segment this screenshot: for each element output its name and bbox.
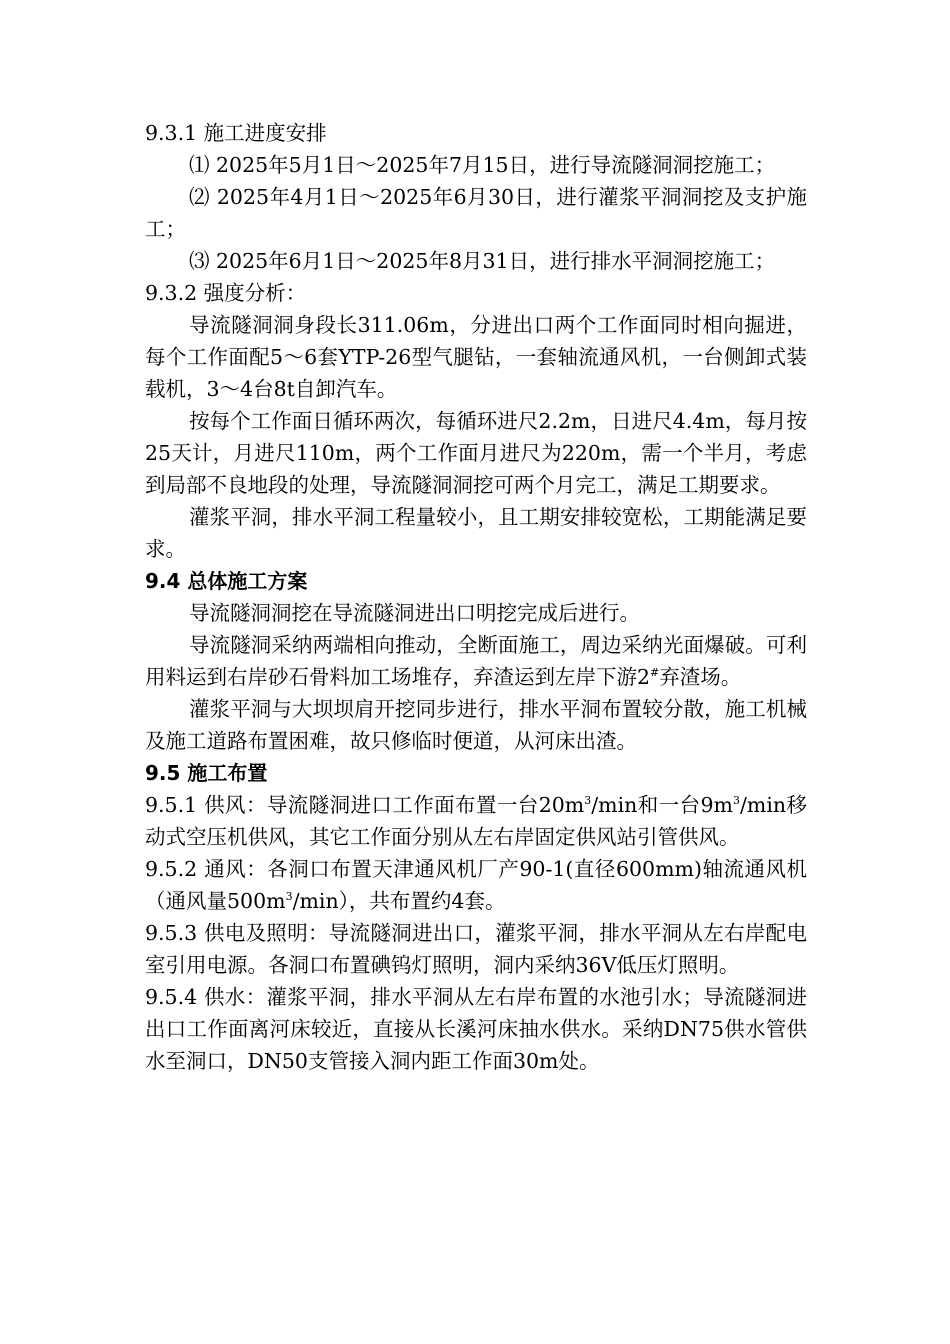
schedule-item-1: ⑴ 2025年5月1日～2025年7月15日，进行导流隧洞洞挖施工； <box>189 153 776 177</box>
plan-paragraph-2-end: 弃渣场。 <box>659 665 742 689</box>
air-supply-text-c: /min移动式空压机供风，其它工作面分别从左右岸固定供风站引管供风。 <box>145 793 808 849</box>
spoil-site-mark: # <box>650 666 660 679</box>
ventilation-text-a: 9.5.2 通风：各洞口布置天津通风机厂产90-1(直径600mm)轴流通风机（通风量500m <box>145 857 807 913</box>
air-supply-text-b: /min和一台9m <box>591 793 733 817</box>
power-lighting-paragraph: 9.5.3 供电及照明：导流隧洞进出口，灌浆平洞，排水平洞从左右岸配电室引用电源。各洞口布置碘钨灯照明，洞内采纳36V低压灯照明。 <box>145 921 807 977</box>
air-supply-sup-1: 3 <box>584 794 592 807</box>
section-9-3-2-title: 9.3.2 强度分析： <box>145 281 307 305</box>
air-supply-paragraph <box>145 789 807 853</box>
air-supply-sup-2: 3 <box>732 794 740 807</box>
intensity-paragraph-2: 按每个工作面日循环两次，每循环进尺2.2m，日进尺4.4m，每月按25天计，月进尺110m，两个工作面月进尺为220m，需一个半月，考虑到局部不良地段的处理，导流隧洞洞挖可两个月完工，满足工期要求。 <box>145 409 807 497</box>
schedule-item-2: ⑵ 2025年4月1日～2025年6月30日，进行灌浆平洞洞挖及支护施工； <box>145 185 807 241</box>
section-9-4-heading: 9.4 总体施工方案 <box>145 569 308 593</box>
air-supply-text-a: 9.5.1 供风：导流隧洞进口工作面布置一台20m <box>145 793 585 817</box>
section-9-5-heading: 9.5 施工布置 <box>145 761 268 785</box>
water-supply-paragraph: 9.5.4 供水：灌浆平洞，排水平洞从左右岸布置的水池引水；导流隧洞进出口工作面离河床较近，直接从长溪河床抽水供水。采纳DN75供水管供水至洞口，DN50支管接入洞内距工作面30m处。 <box>145 985 807 1073</box>
schedule-item-3: ⑶ 2025年6月1日～2025年8月31日，进行排水平洞洞挖施工； <box>189 249 776 273</box>
plan-paragraph-3: 灌浆平洞与大坝坝肩开挖同步进行，排水平洞布置较分散，施工机械及施工道路布置困难，故只修临时便道，从河床出渣。 <box>145 697 807 753</box>
document-page <box>145 117 807 1077</box>
plan-paragraph-2-text: 导流隧洞采纳两端相向推动，全断面施工，周边采纳光面爆破。可利用料运到右岸砂石骨料加工场堆存，弃渣运到左岸下游 <box>145 633 807 689</box>
ventilation-sup: 3 <box>285 890 293 903</box>
ventilation-text-b: /min），共布置约4套。 <box>292 889 506 913</box>
section-9-3-1-title: 9.3.1 施工进度安排 <box>145 121 327 145</box>
plan-paragraph-1: 导流隧洞洞挖在导流隧洞进出口明挖完成后进行。 <box>189 601 640 625</box>
intensity-paragraph-3: 灌浆平洞，排水平洞工程量较小，且工期安排较宽松，工期能满足要求。 <box>145 505 807 561</box>
intensity-paragraph-1: 导流隧洞洞身段长311.06m，分进出口两个工作面同时相向掘进，每个工作面配5～6套YTP-26型气腿钻，一套轴流通风机，一台侧卸式装载机，3～4台8t自卸汽车。 <box>145 313 807 401</box>
plan-paragraph-2 <box>145 629 807 693</box>
spoil-site-number: 2 <box>637 665 651 689</box>
ventilation-paragraph <box>145 853 807 917</box>
